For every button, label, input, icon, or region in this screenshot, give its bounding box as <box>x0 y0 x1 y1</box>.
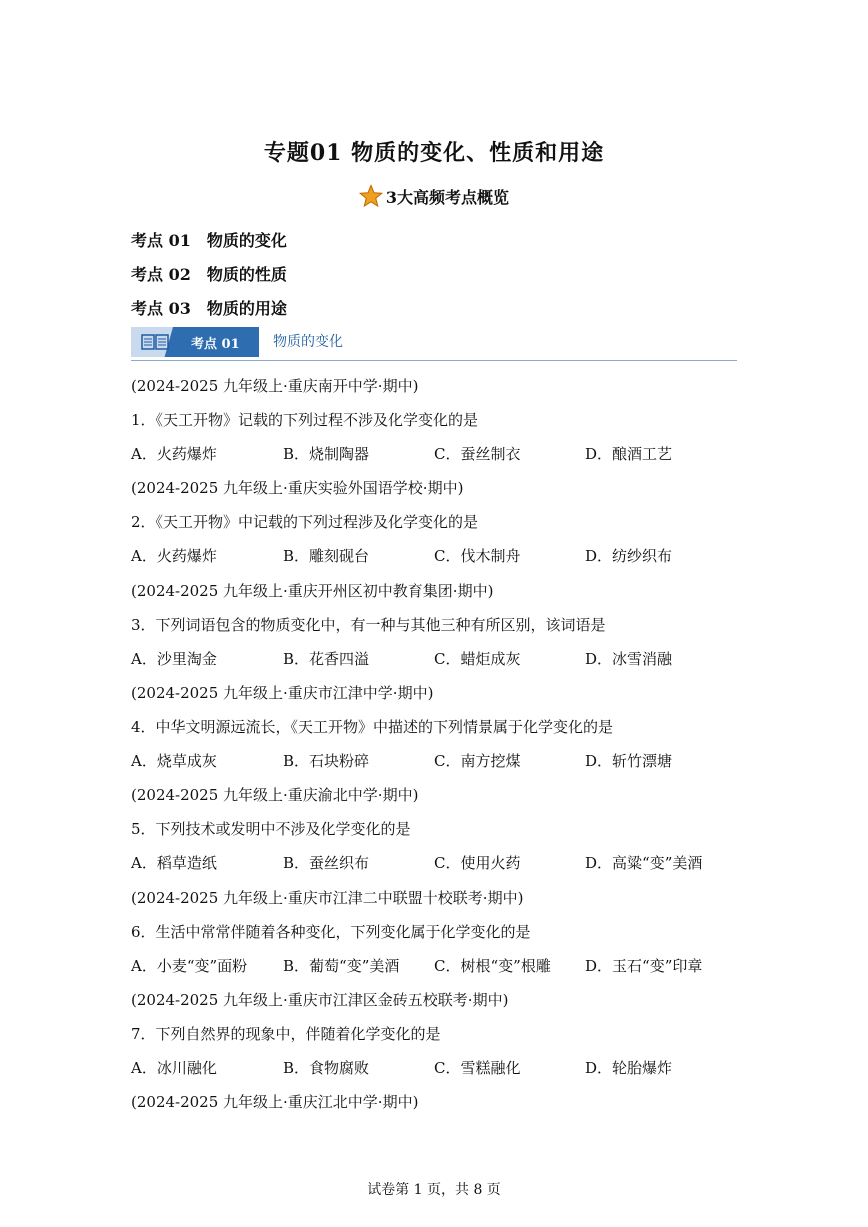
question-source: (2024-2025 九年级上·重庆实验外国语学校·期中) <box>131 479 464 497</box>
question-source: (2024-2025 九年级上·重庆南开中学·期中) <box>131 377 419 395</box>
section-header <box>131 327 737 363</box>
option-c: C．使用火药 <box>434 854 521 872</box>
option-a: A．烧草成灰 <box>131 752 217 770</box>
topic-label: 考点 01 <box>131 231 191 250</box>
question-source: (2024-2025 九年级上·重庆江北中学·期中) <box>131 1093 419 1111</box>
question-source: (2024-2025 九年级上·重庆市江津中学·期中) <box>131 684 434 702</box>
option-a: A．火药爆炸 <box>131 547 217 565</box>
topic-name: 物质的变化 <box>206 231 287 250</box>
option-d: D．斩竹漂塘 <box>585 752 673 770</box>
option-b: B．食物腐败 <box>283 1059 370 1077</box>
question-stem: 2．《天工开物》中记载的下列过程涉及化学变化的是 <box>131 513 479 531</box>
topic-label: 考点 02 <box>131 265 191 284</box>
option-c: C．树根“变”根雕 <box>434 957 551 975</box>
option-b: B．葡萄“变”美酒 <box>283 957 400 975</box>
question-source: (2024-2025 九年级上·重庆市江津区金砖五校联考·期中) <box>131 991 509 1009</box>
question-source: (2024-2025 九年级上·重庆开州区初中教育集团·期中) <box>131 582 494 600</box>
option-c: C．雪糕融化 <box>434 1059 521 1077</box>
star-icon <box>359 184 383 212</box>
question-stem: 6．生活中常常伴随着各种变化，下列变化属于化学变化的是 <box>131 923 531 941</box>
topic-item <box>131 296 287 319</box>
question-source: (2024-2025 九年级上·重庆渝北中学·期中) <box>131 786 419 804</box>
overview-heading <box>0 184 868 212</box>
question-stem: 3．下列词语包含的物质变化中，有一种与其他三种有所区别，该词语是 <box>131 616 606 634</box>
option-b: B．石块粉碎 <box>283 752 370 770</box>
option-c: C．蜡炬成灰 <box>434 650 521 668</box>
option-d: D．酿酒工艺 <box>585 445 673 463</box>
option-c: C．蚕丝制衣 <box>434 445 521 463</box>
option-b: B．蚕丝织布 <box>283 854 370 872</box>
option-a: A．小麦“变”面粉 <box>131 957 248 975</box>
question-stem: 5．下列技术或发明中不涉及化学变化的是 <box>131 820 411 838</box>
topic-item <box>131 262 287 285</box>
option-a: A．稻草造纸 <box>131 854 217 872</box>
book-icon <box>141 334 169 354</box>
option-b: B．烧制陶器 <box>283 445 370 463</box>
question-stem: 1．《天工开物》记载的下列过程不涉及化学变化的是 <box>131 411 479 429</box>
question-source: (2024-2025 九年级上·重庆市江津二中联盟十校联考·期中) <box>131 889 524 907</box>
option-d: D．玉石“变”印章 <box>585 957 703 975</box>
option-d: D．轮胎爆炸 <box>585 1059 673 1077</box>
section-tag: 考点 01 <box>191 337 240 352</box>
section-title: 物质的变化 <box>273 334 343 350</box>
option-b: B．雕刻砚台 <box>283 547 370 565</box>
topic-item <box>131 228 287 251</box>
topic-label: 考点 03 <box>131 299 191 318</box>
section-divider <box>131 360 737 361</box>
option-a: A．冰川融化 <box>131 1059 217 1077</box>
question-stem: 7．下列自然界的现象中，伴随着化学变化的是 <box>131 1025 441 1043</box>
option-a: A．沙里淘金 <box>131 650 217 668</box>
topic-name: 物质的性质 <box>206 265 287 284</box>
option-d: D．高粱“变”美酒 <box>585 854 703 872</box>
overview-text: 3大高频考点概览 <box>385 188 510 207</box>
page-footer: 试卷第 1 页，共 8 页 <box>367 1182 501 1198</box>
topic-name: 物质的用途 <box>206 299 287 318</box>
page-title: 专题01 物质的变化、性质和用途 <box>263 140 605 166</box>
option-b: B．花香四溢 <box>283 650 370 668</box>
option-a: A．火药爆炸 <box>131 445 217 463</box>
question-stem: 4．中华文明源远流长，《天工开物》中描述的下列情景属于化学变化的是 <box>131 718 614 736</box>
option-d: D．冰雪消融 <box>585 650 673 668</box>
option-d: D．纺纱织布 <box>585 547 673 565</box>
option-c: C．伐木制舟 <box>434 547 521 565</box>
option-c: C．南方挖煤 <box>434 752 521 770</box>
